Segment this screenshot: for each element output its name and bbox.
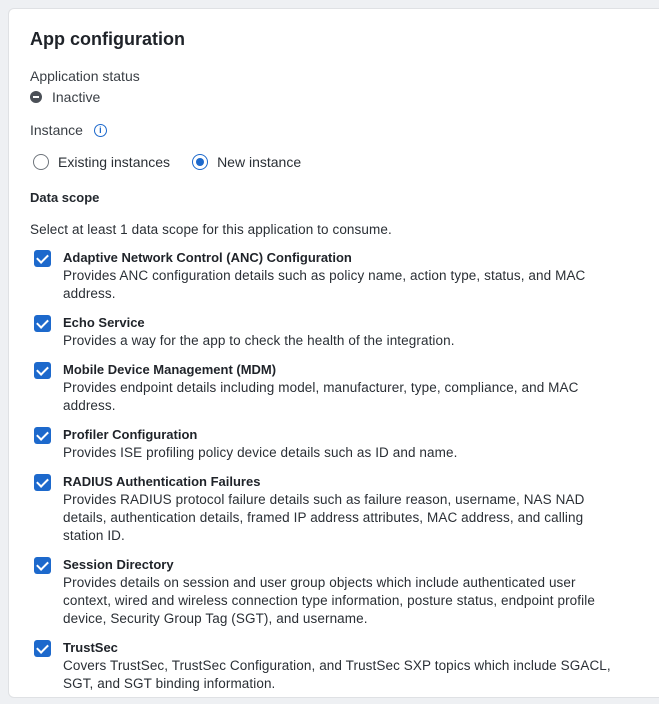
radio-label: New instance <box>217 154 302 170</box>
scope-description: Provides ISE profiling policy device details such as ID and name. <box>63 445 458 460</box>
scope-name: Session Directory <box>63 557 174 572</box>
data-scope-list <box>34 249 624 704</box>
checkbox-checked-icon[interactable] <box>34 557 51 574</box>
minus-circle-icon <box>30 91 42 103</box>
data-scope-title: Data scope <box>30 190 100 205</box>
scope-name: Adaptive Network Control (ANC) Configuration <box>63 250 352 265</box>
scope-name: TrustSec <box>63 640 118 655</box>
scope-description: Covers TrustSec, TrustSec Configuration, and TrustSec SXP topics which include SGACL, SGT, and SGT binding information. <box>63 658 611 691</box>
status-row <box>30 89 100 105</box>
radio-label: Existing instances <box>58 154 171 170</box>
info-icon[interactable]: i <box>94 124 107 137</box>
checkbox-checked-icon[interactable] <box>34 427 51 444</box>
scope-description: Provides RADIUS protocol failure details such as failure reason, username, NAS NAD details, authentication details, framed IP address attributes, MAC address, and calling station ID. <box>63 492 585 543</box>
scope-name: Echo Service <box>63 315 145 330</box>
scope-name: Mobile Device Management (MDM) <box>63 362 277 377</box>
application-status-label: Application status <box>30 68 140 84</box>
panel-title: App configuration <box>30 29 185 49</box>
radio-selected-icon[interactable] <box>192 154 208 170</box>
scope-item-radius-auth-failures <box>34 473 624 545</box>
app-configuration-panel <box>8 8 659 698</box>
checkbox-checked-icon[interactable] <box>34 250 51 267</box>
scope-description: Provides endpoint details including model, manufacturer, type, compliance, and MAC address. <box>63 380 579 413</box>
data-scope-hint: Select at least 1 data scope for this application to consume. <box>30 222 392 237</box>
checkbox-checked-icon[interactable] <box>34 640 51 657</box>
scope-description: Provides a way for the app to check the health of the integration. <box>63 333 455 348</box>
scope-item-profiler-configuration <box>34 426 624 462</box>
instance-label: Instance <box>30 122 83 138</box>
instance-radio-group <box>33 154 323 170</box>
scope-item-mdm <box>34 361 624 415</box>
checkbox-checked-icon[interactable] <box>34 315 51 332</box>
radio-unselected-icon[interactable] <box>33 154 49 170</box>
checkbox-checked-icon[interactable] <box>34 362 51 379</box>
scope-item-session-directory <box>34 556 624 628</box>
scope-item-anc <box>34 249 624 303</box>
scope-description: Provides ANC configuration details such as policy name, action type, status, and MAC address. <box>63 268 586 301</box>
scope-item-trustsec <box>34 639 624 693</box>
scope-name: RADIUS Authentication Failures <box>63 474 261 489</box>
status-value: Inactive <box>52 89 101 105</box>
checkbox-checked-icon[interactable] <box>34 474 51 491</box>
radio-existing-instances[interactable] <box>33 154 170 170</box>
radio-new-instance[interactable] <box>192 154 301 170</box>
scope-item-echo-service <box>34 314 624 350</box>
instance-label-row <box>30 122 107 138</box>
scope-name: Profiler Configuration <box>63 427 198 442</box>
scope-description: Provides details on session and user group objects which include authenticated user context, wired and wireless connection type information, posture status, endpoint profile device, Security Group Tag (SGT), and username. <box>63 575 595 626</box>
